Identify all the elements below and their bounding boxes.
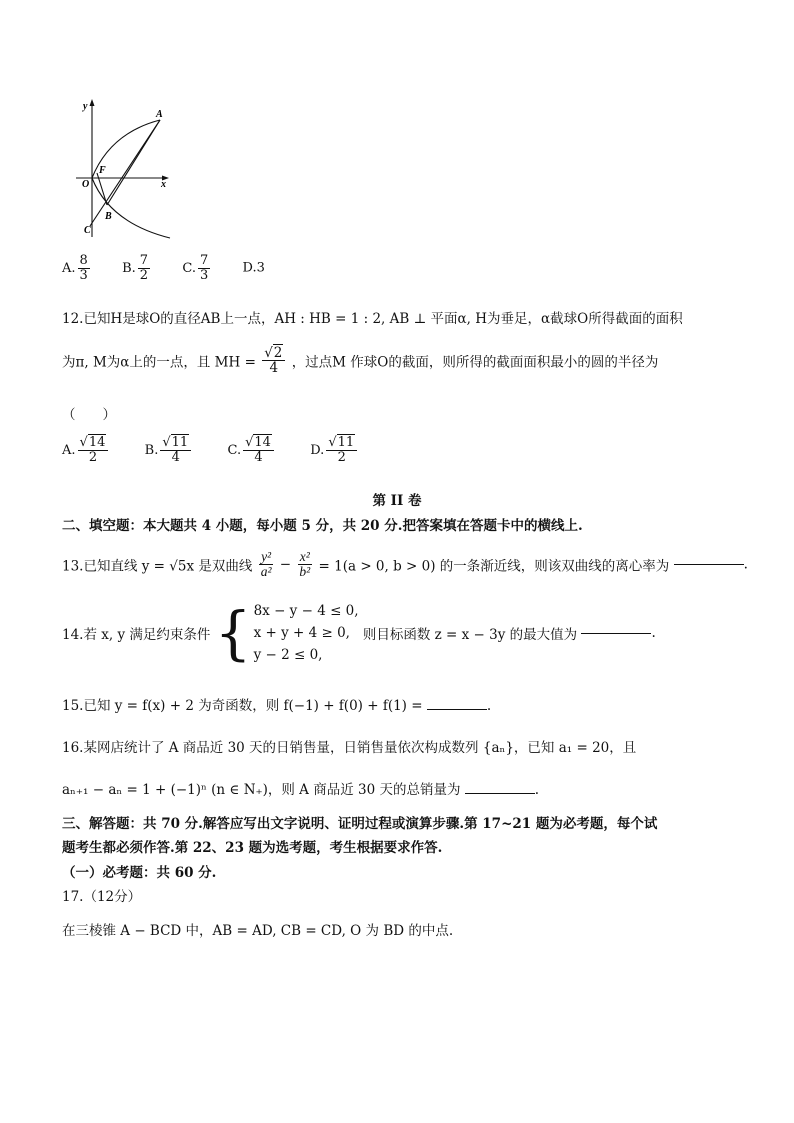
q12-frac-rad: 2 <box>273 345 283 361</box>
section2-header: 二、填空题：本大题共 4 小题，每小题 5 分，共 20 分.把答案填在答题卡中的横线上. <box>62 518 583 534</box>
q14-brace: { <box>214 599 252 667</box>
q12-line1: 12.已知H是球O的直径AB上一点，AH : HB = 1 : 2, AB ⊥ 平面α, H为垂足，α截球O所得截面的面积 <box>62 311 683 327</box>
q14-constraint-3: y − 2 ≤ 0, <box>253 647 323 663</box>
q12-option-b: B. $\frac{√11}{4}$ <box>145 443 194 458</box>
q16-line2: aₙ₊₁ − aₙ = 1 + (−1)ⁿ (n ∈ N₊)，则 A 商品近 30 天的总销量为 . <box>62 782 540 798</box>
q11-b-num: 7 <box>139 253 149 268</box>
label-A: A <box>156 109 163 120</box>
q11-option-c: C. $\frac{7}{3}$ <box>182 253 209 283</box>
parabola-figure <box>70 95 185 245</box>
line-AB <box>107 120 160 205</box>
q11-c-den: 3 <box>199 267 209 283</box>
label-B: B <box>105 211 112 222</box>
q11-options <box>62 254 265 282</box>
q11-a-num: 8 <box>79 253 88 268</box>
q12-paren: （ ） <box>62 407 116 423</box>
label-O: O <box>82 179 90 190</box>
q14: 14.若 x, y 满足约束条件 { 8x − y − 4 ≤ 0, x + y + 4 ≥ 0, y − 2 ≤ 0, 则目标函数 z = x − 3y 的最大值为 . <box>62 599 656 667</box>
q14-constraint-1: 8x − y − 4 ≤ 0, <box>253 603 359 619</box>
q11-option-d: D.3 <box>242 260 265 276</box>
section3-line1: 三、解答题：共 70 分.解答应写出文字说明、证明过程或演算步骤.第 17~21 题为必考题，每个试 <box>62 816 658 832</box>
q15: 15.已知 y = f(x) + 2 为奇函数，则 f(−1) + f(0) + f(1) = . <box>62 698 492 714</box>
section3-sub: （一）必考题：共 60 分. <box>62 865 217 881</box>
label-F: F <box>99 165 106 176</box>
section2-title: 第 II 卷 <box>372 493 422 509</box>
q16-line1: 16.某网店统计了 A 商品近 30 天的日销售量，日销售量依次构成数列 {aₙ}，已知 a₁ = 20，且 <box>62 740 637 756</box>
q14-answer-blank[interactable] <box>581 633 651 634</box>
q17-text: 在三棱锥 A − BCD 中，AB = AD, CB = CD, O 为 BD 的中点. <box>62 923 454 939</box>
q12-line2: 为π, M为α上的一点，且 MH = $\frac{√2}{4}$ ，过点M 作球O的截面，则所得的截面面积最小的圆的半径为 <box>62 345 659 377</box>
q13: 13.已知直线 y = √5x 是双曲线 $\frac{\text{y²}}{\text{a²}}$ − $\frac{\text{x²}}{\text{b²}}$ = 1(a > 0, b > 0) 的一条渐近线，则该双曲线的离心率为 . <box>62 549 748 580</box>
q17-head: 17.（12分） <box>62 889 142 905</box>
q11-c-num: 7 <box>199 253 209 268</box>
q11-option-a: A. $\frac{8}{3}$ <box>62 253 88 283</box>
q13-answer-blank[interactable] <box>674 564 744 565</box>
parabola-curve <box>92 120 170 238</box>
q14-constraint-2: x + y + 4 ≥ 0, <box>253 625 350 641</box>
q12-option-d: D. $\frac{√11}{2}$ <box>310 443 359 458</box>
label-C: C <box>84 225 91 236</box>
q15-answer-blank[interactable] <box>427 709 487 710</box>
y-axis-arrow <box>90 99 95 106</box>
q11-option-b: B. $\frac{7}{2}$ <box>122 253 149 283</box>
q12-frac-den: 4 <box>269 360 279 377</box>
section3-line2: 题考生都必须作答.第 22、23 题为选考题，考生根据要求作答. <box>62 840 443 856</box>
label-x: x <box>161 179 166 190</box>
q11-b-den: 2 <box>139 267 149 283</box>
q12-option-c: C. $\frac{√14}{4}$ <box>227 443 275 458</box>
q11-a-den: 3 <box>79 267 88 283</box>
q16-answer-blank[interactable] <box>465 793 535 794</box>
q12-options <box>62 436 359 464</box>
label-y: y <box>83 101 88 112</box>
q12-option-a: A. $\frac{√14}{2}$ <box>62 443 110 458</box>
